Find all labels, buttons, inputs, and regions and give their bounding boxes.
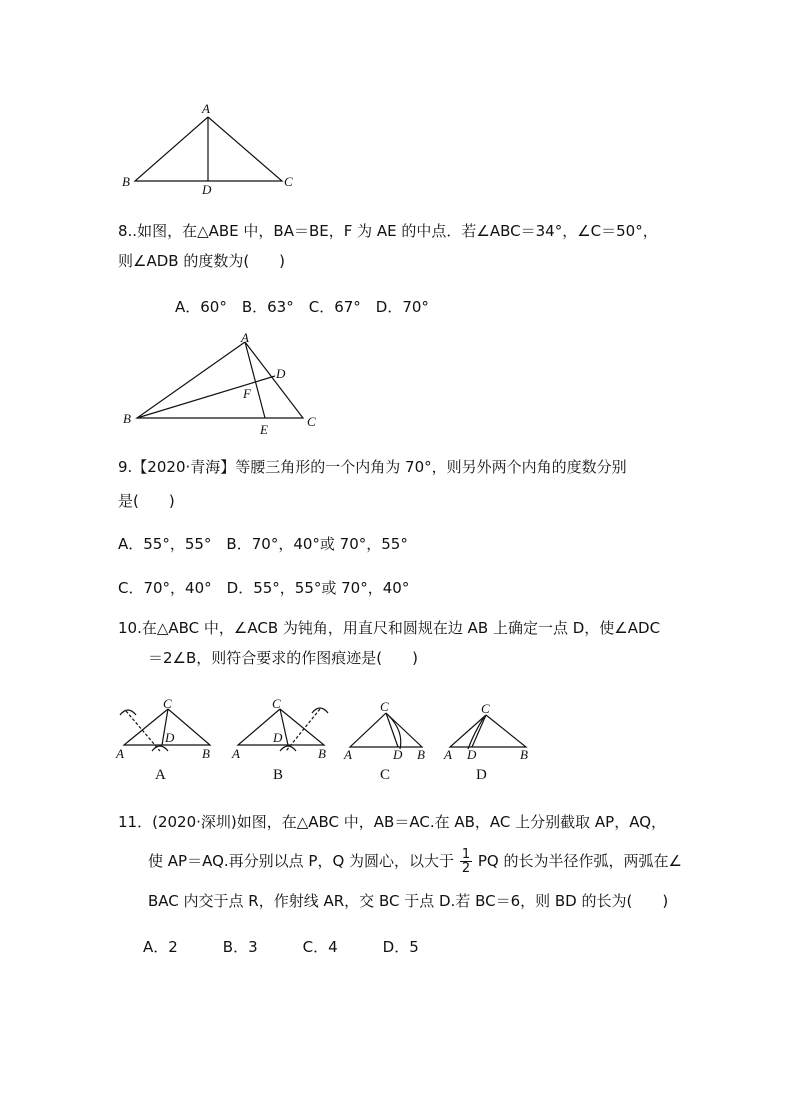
- q8-line1: 8..如图，在△ABE 中，BA＝BE，F 为 AE 的中点．若∠ABC＝34°，∠C＝50°，: [118, 222, 658, 240]
- q10-figure-c: [343, 699, 425, 783]
- q10-line1: 10.在△ABC 中，∠ACB 为钝角，用直尺和圆规在边 AB 上确定一点 D，使∠ADC: [118, 619, 661, 637]
- label-a: A: [232, 746, 240, 761]
- q11-line2-end: PQ 的长为半径作弧，两弧在∠: [477, 852, 682, 870]
- caption-c: C: [380, 767, 391, 783]
- q9-option-a-b: A．55°，55° B．70°，40°或 70°，55°: [118, 535, 408, 553]
- q9-option-c-d: C．70°，40° D．55°，55°或 70°，40°: [118, 579, 410, 597]
- arc-mark: [388, 715, 401, 749]
- q8-options: A．60° B．63° C．67° D．70°: [175, 298, 429, 316]
- label-e: E: [260, 422, 268, 437]
- q11-line2-start: 使 AP＝AQ.再分别以点 P，Q 为圆心，以大于: [148, 852, 455, 870]
- q9-line1: 9.【2020·青海】等腰三角形的一个内角为 70°，则另外两个内角的度数分别: [118, 458, 627, 476]
- q11-options: A．2 B．3 C．4 D．5: [143, 938, 419, 956]
- label-b: B: [202, 746, 210, 761]
- label-d: D: [276, 366, 286, 381]
- label-c: C: [307, 414, 316, 429]
- q10-figure-d: [443, 701, 528, 783]
- label-b: B: [520, 747, 528, 762]
- label-d: D: [273, 730, 283, 745]
- label-d: D: [393, 747, 403, 762]
- triangle-outline: [450, 715, 526, 747]
- q8-line2: 则∠ADB 的度数为( ): [118, 252, 286, 270]
- arc-mark: [312, 708, 328, 713]
- label-c: C: [481, 701, 490, 716]
- label-a: A: [444, 747, 452, 762]
- label-c: C: [284, 174, 293, 189]
- segment-bd: [137, 376, 275, 418]
- label-a: A: [202, 101, 210, 116]
- label-a: A: [344, 747, 352, 762]
- label-d: D: [165, 730, 175, 745]
- caption-d: D: [476, 767, 487, 783]
- label-c: C: [163, 696, 172, 711]
- triangle-outline: [350, 713, 422, 747]
- label-a: A: [241, 330, 249, 345]
- q10-line2: ＝2∠B，则符合要求的作图痕迹是( ): [148, 649, 418, 667]
- figure-q10-options: [110, 695, 540, 790]
- q11-line3: BAC 内交于点 R，作射线 AR，交 BC 于点 D.若 BC＝6，则 BD 的长为( ): [148, 892, 669, 910]
- figure-q8-triangle: [115, 330, 325, 440]
- label-c: C: [272, 696, 281, 711]
- fraction-one-half: [460, 848, 472, 875]
- segment-cd: [472, 715, 486, 747]
- label-b: B: [123, 411, 131, 426]
- label-b: B: [122, 174, 130, 189]
- label-b: B: [318, 746, 326, 761]
- figure-triangle-abc-altitude: [110, 95, 310, 200]
- q10-figure-a: [115, 696, 210, 783]
- caption-a: A: [155, 767, 166, 783]
- label-b: B: [417, 747, 425, 762]
- fraction-numerator: 1: [461, 847, 471, 862]
- q9-line2: 是( ): [118, 492, 175, 510]
- caption-b: B: [273, 767, 284, 783]
- q10-figure-b: [231, 696, 328, 783]
- label-d: D: [202, 182, 212, 197]
- label-c: C: [380, 699, 389, 714]
- label-f: F: [243, 386, 251, 401]
- fraction-denominator: 2: [461, 861, 471, 876]
- label-d: D: [467, 747, 477, 762]
- label-a: A: [116, 746, 124, 761]
- arc-mark: [468, 717, 484, 749]
- q11-line1: 11．(2020·深圳)如图，在△ABC 中，AB＝AC.在 AB，AC 上分别截取 AP，AQ，: [118, 813, 667, 831]
- q11-line2: [148, 848, 682, 875]
